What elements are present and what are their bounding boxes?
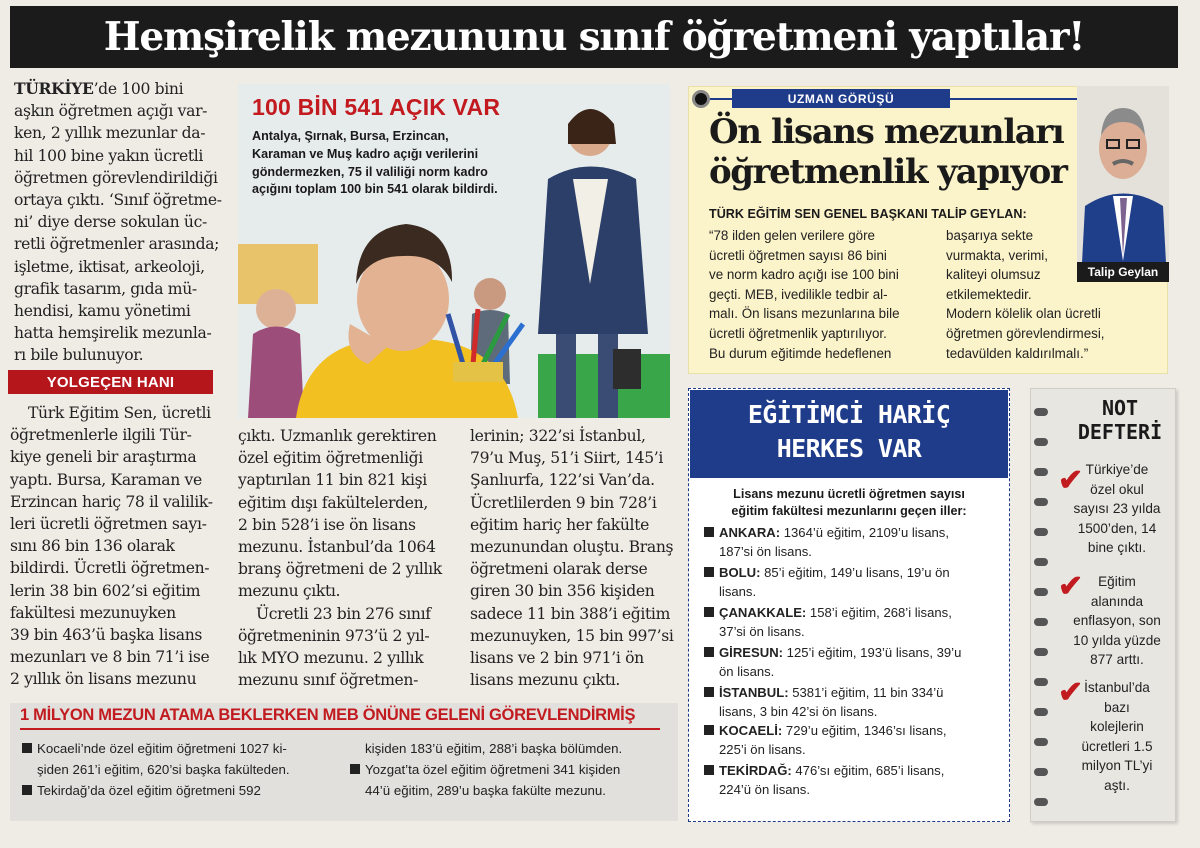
- education-subtitle-line: eğitim fakültesi mezunlarını geçen iller:: [731, 504, 967, 518]
- city-line: lisans, 3 bin 42’si ön lisans.: [719, 703, 878, 719]
- notebook-line: bine çıktı.: [1087, 540, 1147, 555]
- bullet-icon: [350, 764, 360, 774]
- body-line: kiye geneli bir araştırma: [10, 448, 197, 467]
- body-column-3: [470, 425, 682, 691]
- notebook-line: ücretleri 1.5: [1081, 738, 1153, 754]
- spiral-ring-icon: [1034, 498, 1048, 506]
- education-title-line: HERKES VAR: [776, 434, 922, 463]
- city-name: BOLU:: [719, 565, 761, 580]
- classroom-photo: [238, 84, 670, 418]
- headline: Hemşirelik mezununu sınıf öğretmeni yaptılar!: [10, 6, 1178, 68]
- spiral-ring-icon: [1034, 708, 1048, 716]
- education-title-line: EĞİTİMCİ HARİÇ: [747, 400, 951, 429]
- notebook-title-line: DEFTERİ: [1077, 420, 1163, 444]
- portrait-illustration: [1077, 86, 1169, 282]
- spiral-ring-icon: [1034, 768, 1048, 776]
- notebook-line: Türkiye’de: [1085, 462, 1149, 477]
- notebook-line: sayısı 23 yılda: [1073, 501, 1161, 516]
- intro-line: ni’ diye derse sokulan üc-: [14, 213, 207, 232]
- body-line: yaptı. Bursa, Karaman ve: [10, 470, 202, 489]
- body-line: fakültesi mezunuyken: [10, 603, 176, 622]
- bottom-box-right: [350, 738, 670, 801]
- notebook-line: kolejlerin: [1090, 719, 1144, 734]
- city-line: 125’i eğitim, 193’ü lisans, 39’u: [783, 645, 962, 660]
- body-line: mezunu. İstanbul’da 1064: [238, 538, 436, 557]
- body-line: mezunu sınıf öğretmen-: [238, 671, 419, 690]
- spiral-ring-icon: [1034, 528, 1048, 536]
- notebook-title-line: NOT: [1101, 396, 1139, 420]
- expert-tag: UZMAN GÖRÜŞÜ: [732, 89, 950, 108]
- bullet-icon: [704, 647, 714, 657]
- body-line: eğitim dışı fakültelerden,: [238, 493, 428, 512]
- bullet-icon: [22, 743, 32, 753]
- section-label: YOLGEÇEN HANI: [8, 370, 213, 394]
- expert-portrait: [1077, 86, 1169, 282]
- intro-line: retli öğretmenler arasında;: [14, 235, 220, 254]
- bullet-icon: [704, 567, 714, 577]
- city-name: İSTANBUL:: [719, 685, 789, 700]
- body-line: lerinin; 322’si İstanbul,: [470, 427, 646, 445]
- notebook-line: Eğitim: [1098, 574, 1136, 589]
- education-subtitle: [704, 486, 994, 520]
- checkmark-icon: ✔: [1058, 464, 1084, 497]
- body-line: 2 bin 528’i ise ön lisans: [238, 515, 416, 534]
- city-entry: [704, 762, 944, 799]
- quote-line: ücretli öğretmenlik yaptırılıyor.: [709, 325, 887, 341]
- intro-lead: TÜRKİYE: [14, 79, 94, 98]
- bullet-icon: [704, 527, 714, 537]
- intro-column: [14, 78, 224, 367]
- intro-line: öğretmen görevlendirildiği: [14, 168, 218, 187]
- notebook-line: enflasyon, son: [1073, 613, 1161, 628]
- body-line: 2 yıllık ön lisans mezunu: [10, 670, 197, 689]
- body-line: sadece 11 bin 388’i eğitim: [470, 604, 670, 623]
- body-line: leri ücretli öğretmen sayı-: [10, 515, 207, 534]
- intro-line: rı bile bulunuyor.: [14, 346, 144, 365]
- city-line: 224’ü ön lisans.: [719, 781, 810, 797]
- intro-line: ken, 2 yıllık mezunlar da-: [14, 124, 206, 143]
- spiral-ring-icon: [1034, 468, 1048, 476]
- expert-title: [709, 112, 1066, 192]
- city-line: 729’u eğitim, 1346’sı lisans,: [782, 723, 947, 738]
- notebook-line: İstanbul’da: [1084, 680, 1150, 695]
- bottom-box-rule: [20, 728, 660, 730]
- intro-line: hil 100 bine yakın ücretli: [14, 146, 204, 165]
- bullet-icon: [704, 725, 714, 735]
- body-line: öğretmenlerle ilgili Tür-: [10, 426, 192, 445]
- bullet-icon: [704, 607, 714, 617]
- education-subtitle-line: Lisans mezunu ücretli öğretmen sayısı: [733, 487, 965, 501]
- notebook-line: özel okul: [1090, 481, 1144, 497]
- quote-line: başarıya sekte: [946, 228, 1034, 243]
- quote-line: malı. Ön lisans mezunlarına bile: [709, 306, 900, 322]
- notebook-line: 10 yılda yüzde: [1073, 632, 1161, 648]
- city-line: 5381’i eğitim, 11 bin 334’ü: [788, 685, 944, 700]
- notebook-line: milyon TL’yi: [1081, 758, 1153, 773]
- body-line: mezunu çıktı.: [238, 582, 341, 601]
- bottom-line: şiden 261’i eğitim, 620’si başka fakülteden.: [37, 762, 290, 777]
- body-line: lık MYO mezunu. 2 yıllık: [238, 649, 424, 668]
- portrait-caption: Talip Geylan: [1077, 262, 1169, 282]
- city-line: 37’si ön lisans.: [719, 623, 805, 639]
- quote-line: vurmakta, verimi,: [946, 247, 1048, 263]
- notebook-line: bazı: [1104, 699, 1130, 715]
- intro-line: hendisi, kamu yönetimi: [14, 302, 191, 321]
- body-column-1: [10, 402, 230, 691]
- body-line: eğitim hariç her fakülte: [470, 515, 649, 534]
- quote-line: Bu durum eğitimde hedeflenen: [709, 345, 892, 361]
- intro-line: işletme, iktisat, arkeoloji,: [14, 257, 205, 276]
- body-line: özel eğitim öğretmenliği: [238, 449, 423, 468]
- notebook-line: alanında: [1090, 593, 1144, 609]
- city-line: 158’i eğitim, 268’i lisans,: [806, 605, 952, 620]
- body-line: 79’u Muş, 51’i Siirt, 145’i: [470, 449, 664, 468]
- body-column-2: [238, 425, 460, 691]
- city-line: 225’i ön lisans.: [719, 741, 806, 757]
- quote-line: ve norm kadro açığı ise 100 bini: [709, 267, 899, 283]
- body-line: çıktı. Uzmanlık gerektiren: [238, 427, 437, 445]
- photo-box-line: göndermezken, 75 il valiliği norm kadro: [252, 164, 488, 179]
- body-line: Ücretli 23 bin 276 sınıf: [256, 604, 431, 623]
- bottom-line: 44’ü eğitim, 289’u başka fakülte mezunu.: [365, 783, 606, 798]
- city-line: ön lisans.: [719, 663, 775, 679]
- city-entry: [704, 564, 950, 601]
- city-line: 187’si ön lisans.: [719, 543, 812, 559]
- expert-title-line: Ön lisans mezunları: [709, 112, 1064, 152]
- photo-box-text: [252, 128, 552, 199]
- body-line: branş öğretmeni de 2 yıllık: [238, 560, 442, 579]
- photo-box-line: Karaman ve Muş kadro açığı verilerini: [252, 146, 479, 161]
- city-name: ANKARA:: [719, 525, 781, 540]
- education-box-title: [690, 390, 1008, 478]
- body-line: lisans ve 2 bin 971’i ön: [470, 649, 644, 668]
- city-name: KOCAELİ:: [719, 723, 783, 738]
- city-entry: [704, 644, 961, 681]
- quote-line: “78 ilden gelen verilere göre: [709, 228, 875, 243]
- city-line: 85’i eğitim, 149’u lisans, 19’u ön: [760, 565, 950, 580]
- body-line: öğretmeni olarak derse: [470, 560, 648, 579]
- spiral-ring-icon: [1034, 408, 1048, 416]
- expert-quote-left: [709, 226, 900, 363]
- intro-line: aşkın öğretmen açığı var-: [14, 102, 208, 121]
- body-line: Ücretlilerden 9 bin 728’i: [470, 493, 657, 512]
- spiral-ring-icon: [1034, 558, 1048, 566]
- quote-line: ücretli öğretmen sayısı 86 bini: [709, 247, 887, 263]
- body-line: mezunuyken, 15 bin 997’si: [470, 626, 674, 645]
- body-line: öğretmeninin 973’ü 2 yıl-: [238, 626, 430, 645]
- notebook-line: 877 arttı.: [1090, 652, 1144, 667]
- bullet-icon: [22, 785, 32, 795]
- body-line: mezunundan oluştu. Branş: [470, 538, 674, 557]
- body-line: 39 bin 463’ü başka lisans: [10, 626, 203, 645]
- body-line: Şanlıurfa, 122’si Van’da.: [470, 471, 655, 490]
- spiral-ring-icon: [1034, 798, 1048, 806]
- city-entry: [704, 604, 952, 641]
- bottom-line: Yozgat’ta özel eğitim öğretmeni 341 kişiden: [365, 762, 621, 777]
- quote-line: tedavülden kaldırılmalı.”: [946, 345, 1089, 361]
- intro-line: ortaya çıktı. ‘Sınıf öğretme-: [14, 191, 222, 210]
- city-entry: [704, 684, 943, 721]
- pin-icon: [692, 90, 710, 108]
- city-line: 1364’ü eğitim, 2109’u lisans,: [780, 525, 949, 540]
- quote-line: kaliteyi olumsuz: [946, 267, 1041, 283]
- body-line: mezunları ve 8 bin 71’i ise: [10, 648, 210, 667]
- spiral-ring-icon: [1034, 648, 1048, 656]
- notebook-title: [1064, 396, 1176, 444]
- spiral-ring-icon: [1034, 618, 1048, 626]
- notebook-item: [1060, 678, 1174, 795]
- quote-line: öğretmen görevlendirmesi,: [946, 325, 1105, 341]
- bullet-icon: [704, 687, 714, 697]
- notebook-item: [1060, 460, 1174, 558]
- spiral-ring-icon: [1034, 738, 1048, 746]
- spiral-ring-icon: [1034, 438, 1048, 446]
- photo-box-line: açığını toplam 100 bin 541 olarak bildirdi.: [252, 182, 498, 197]
- notebook-item: [1060, 572, 1174, 670]
- city-line: lisans.: [719, 583, 757, 599]
- expert-title-line: öğretmenlik yapıyor: [709, 152, 1067, 192]
- intro-line: grafik tasarım, gıda mü-: [14, 279, 197, 298]
- intro-line: hatta hemşirelik mezunla-: [14, 324, 212, 343]
- intro-line: ’de 100 bini: [93, 80, 184, 98]
- notebook-line: aştı.: [1104, 777, 1130, 793]
- city-entry: [704, 722, 947, 759]
- checkmark-icon: ✔: [1058, 570, 1084, 603]
- body-line: bildirdi. Ücretli öğretmen-: [10, 559, 210, 578]
- notebook-line: 1500’den, 14: [1077, 520, 1157, 536]
- body-line: sını 86 bin 136 olarak: [10, 537, 175, 556]
- quote-line: geçti. MEB, ivedilikle tedbir al-: [709, 286, 888, 302]
- expert-subtitle: TÜRK EĞİTİM SEN GENEL BAŞKANI TALİP GEYLAN:: [709, 207, 1027, 221]
- checkmark-icon: ✔: [1058, 676, 1084, 709]
- quote-line: Modern kölelik olan ücretli: [946, 306, 1101, 322]
- spiral-ring-icon: [1034, 588, 1048, 596]
- photo-box-title: 100 BİN 541 AÇIK VAR: [252, 94, 501, 120]
- city-name: ÇANAKKALE:: [719, 605, 807, 620]
- bottom-line: kişiden 183’ü eğitim, 288’i başka bölümden.: [365, 741, 623, 756]
- city-name: TEKİRDAĞ:: [719, 763, 792, 778]
- city-name: GİRESUN:: [719, 645, 784, 660]
- body-line: lisans mezunu çıktı.: [470, 671, 620, 690]
- bottom-line: Kocaeli’nde özel eğitim öğretmeni 1027 ki-: [37, 741, 287, 756]
- bottom-line: Tekirdağ’da özel eğitim öğretmeni 592: [37, 783, 261, 798]
- spiral-ring-icon: [1034, 678, 1048, 686]
- quote-line: etkilemektedir.: [946, 286, 1032, 302]
- city-entry: [704, 524, 949, 561]
- bottom-box-left: [22, 738, 344, 801]
- body-line: yaptırılan 11 bin 821 kişi: [238, 471, 427, 490]
- body-line: giren 30 bin 356 kişiden: [470, 582, 655, 601]
- bullet-icon: [704, 765, 714, 775]
- body-line: lerin 38 bin 602’si eğitim: [10, 581, 201, 600]
- photo-box-line: Antalya, Şırnak, Bursa, Erzincan,: [252, 129, 449, 143]
- body-line: Türk Eğitim Sen, ücretli: [28, 404, 211, 422]
- body-line: Erzincan hariç 78 il valilik-: [10, 492, 213, 511]
- city-line: 476’sı eğitim, 685’i lisans,: [791, 763, 945, 778]
- bottom-box-title: 1 MİLYON MEZUN ATAMA BEKLERKEN MEB ÖNÜNE GELENİ GÖREVLENDİRMİŞ: [20, 706, 636, 724]
